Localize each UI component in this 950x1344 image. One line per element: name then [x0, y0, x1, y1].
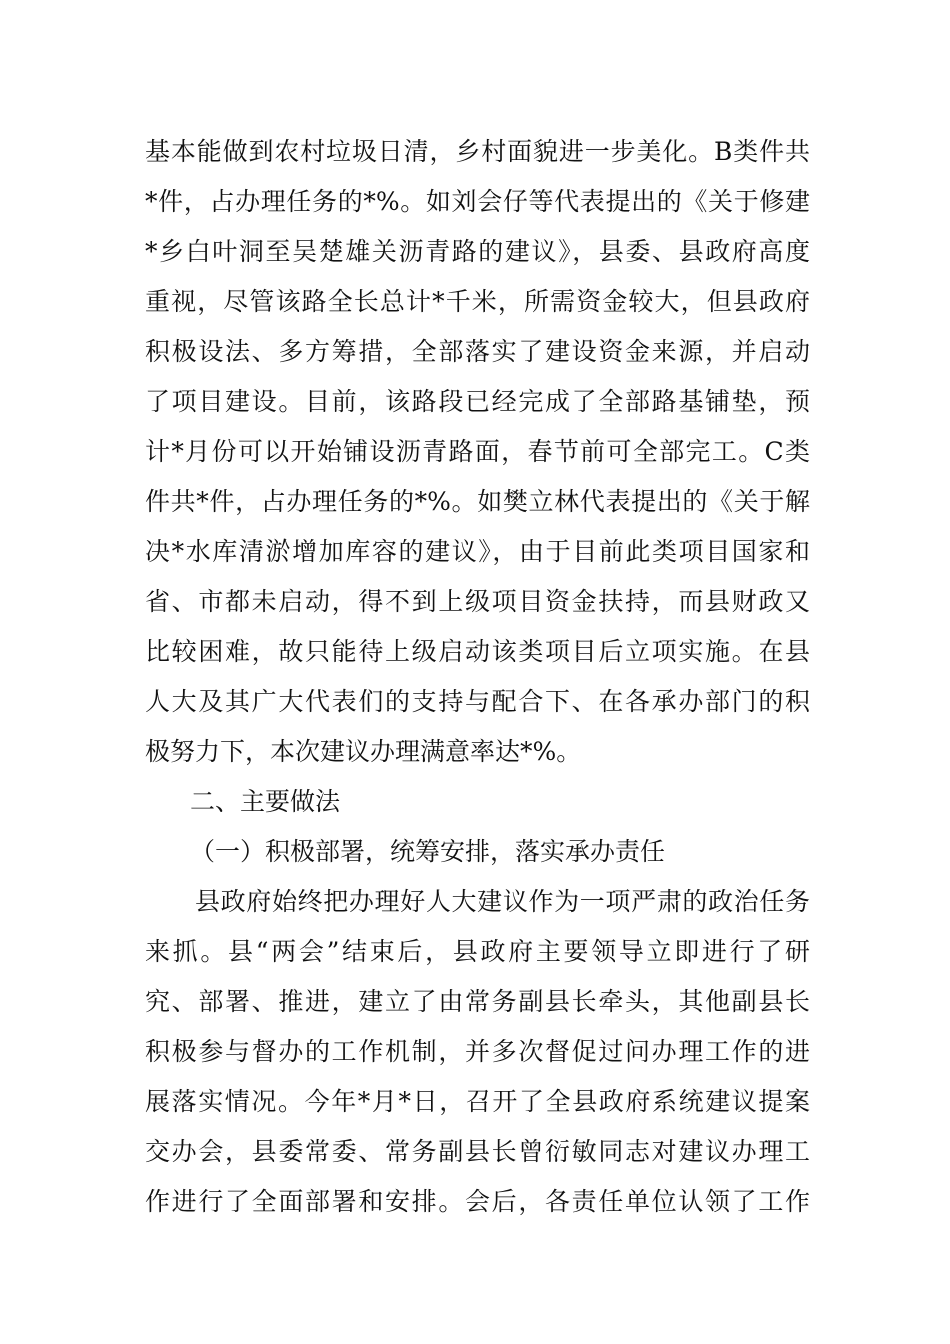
section-heading: 二、主要做法 [190, 787, 341, 816]
text-line: 计*月份可以开始铺设沥青路面，春节前可全部完工。C类 [145, 437, 810, 466]
paragraph-first-line: 县政府始终把办理好人大建议作为一项严肃的政治任务 [195, 887, 810, 916]
text-line: *乡白叶洞至吴楚雄关沥青路的建议》，县委、县政府高度 [145, 237, 810, 266]
text-line: 决*水库清淤增加库容的建议》，由于目前此类项目国家和 [145, 537, 810, 566]
text-line: 交办会，县委常委、常务副县长曾衍敏同志对建议办理工 [145, 1137, 810, 1166]
text-line: 作进行了全面部署和安排。会后，各责任单位认领了工作 [145, 1187, 810, 1216]
text-line: 积极设法、多方筹措，全部落实了建设资金来源，并启动 [145, 337, 810, 366]
text-line: 积极参与督办的工作机制，并多次督促过问办理工作的进 [145, 1037, 810, 1066]
text-line: 比较困难，故只能待上级启动该类项目后立项实施。在县 [145, 637, 810, 666]
text-line: 展落实情况。今年*月*日，召开了全县政府系统建议提案 [145, 1087, 810, 1116]
text-line: 了项目建设。目前，该路段已经完成了全部路基铺垫，预 [145, 387, 810, 416]
subsection-heading: （一）积极部署，统筹安排，落实承办责任 [190, 837, 666, 866]
text-line: 究、部署、推进，建立了由常务副县长牵头，其他副县长 [145, 987, 810, 1016]
text-line: 省、市都未启动，得不到上级项目资金扶持，而县财政又 [145, 587, 810, 616]
text-line: 件共*件，占办理任务的*%。如樊立林代表提出的《关于解 [145, 487, 810, 516]
text-line: 重视，尽管该路全长总计*千米，所需资金较大，但县政府 [145, 287, 810, 316]
text-line: 基本能做到农村垃圾日清，乡村面貌进一步美化。B类件共 [145, 137, 810, 166]
text-line: 极努力下，本次建议办理满意率达*%。 [145, 737, 582, 766]
text-line: 人大及其广大代表们的支持与配合下、在各承办部门的积 [145, 687, 810, 716]
text-line: *件，占办理任务的*%。如刘会仔等代表提出的《关于修建 [145, 187, 810, 216]
text-line: 来抓。县“两会”结束后，县政府主要领导立即进行了研 [145, 937, 810, 966]
